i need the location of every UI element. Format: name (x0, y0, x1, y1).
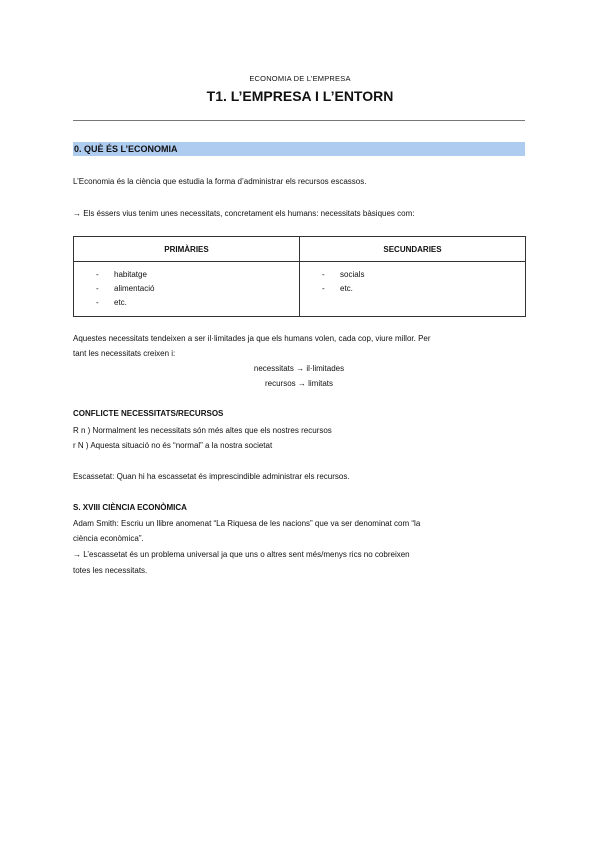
needs-table (73, 236, 526, 317)
needs-arrow-line: necessitats → il·limitades (253, 364, 345, 373)
needs-intro-paragraph: → Els éssers vius tenim unes necessitats, concretament els humans: necessitats bàsiques com: (73, 209, 415, 218)
list-item-text: alimentació (114, 284, 155, 293)
list-item (74, 296, 299, 310)
list-item (300, 282, 525, 296)
conflict-line-1: R n ) Normalment les necessitats són més altes que els nostres recursos (73, 426, 332, 435)
resources-arrow-line: recursos → limitats (264, 379, 333, 388)
century-heading: S. XVIII CIÈNCIA ECONÒMICA (73, 503, 187, 512)
list-item-text: etc. (114, 298, 127, 307)
title-divider (73, 120, 525, 121)
bullet-dash: - (96, 270, 99, 279)
century-line-2: ciència econòmica”. (73, 534, 144, 543)
primaries-cell (74, 262, 300, 317)
bullet-dash: - (322, 284, 325, 293)
list-item (74, 268, 299, 282)
list-item-text: habitatge (114, 270, 147, 279)
primaries-header: PRIMÀRIES (74, 237, 300, 262)
list-item-text: etc. (340, 284, 353, 293)
section-heading: 0. QUÈ ÉS L’ECONOMIA (73, 142, 525, 156)
bullet-dash: - (96, 284, 99, 293)
list-item (300, 268, 525, 282)
growth-line-1: Aquestes necessitats tendeixen a ser il·limitades ja que els humans volen, cada cop, viure millor. Per (73, 334, 431, 343)
bullet-dash: - (96, 298, 99, 307)
secundaries-cell (300, 262, 526, 317)
definition-paragraph: L’Economia és la ciència que estudia la forma d’administrar els recursos escassos. (73, 177, 367, 186)
century-line-4: totes les necessitats. (73, 566, 148, 575)
century-line-3: → L’escassetat és un problema universal ja que uns o altres sent més/menys rics no cobreixen (73, 550, 410, 559)
list-item-text: socials (340, 270, 365, 279)
page-title: T1. L’EMPRESA I L’ENTORN (206, 88, 394, 104)
list-item (74, 282, 299, 296)
growth-line-2: tant les necessitats creixen i: (73, 349, 176, 358)
conflict-heading: CONFLICTE NECESSITATS/RECURSOS (73, 409, 224, 418)
bullet-dash: - (322, 270, 325, 279)
secundaries-header: SECUNDARIES (300, 237, 526, 262)
scarcity-paragraph: Escassetat: Quan hi ha escassetat és imprescindible administrar els recursos. (73, 472, 350, 481)
conflict-line-2: r N ) Aquesta situació no és “normal” a la nostra societat (73, 441, 273, 450)
century-line-1: Adam Smith: Escriu un llibre anomenat “La Riquesa de les nacions” que va ser denominat com “la (73, 519, 421, 528)
course-subtitle: ECONOMIA DE L’EMPRESA (249, 74, 351, 83)
